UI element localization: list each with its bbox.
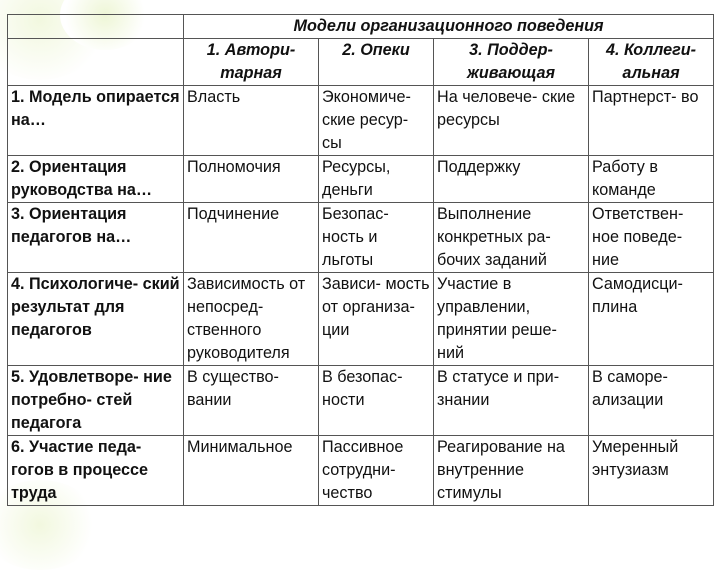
table-row <box>8 156 714 203</box>
row-criterion: 1. Модель опирается на… <box>8 86 184 156</box>
table-cell: Самодисци- плина <box>589 273 714 366</box>
table-cell: В существо- вании <box>184 366 319 436</box>
table-cell: Поддержку <box>434 156 589 203</box>
table-cell: Партнерст- во <box>589 86 714 156</box>
table-cell: Подчинение <box>184 203 319 273</box>
group-header-row <box>8 15 714 39</box>
table-cell: Зависи- мость от организа- ции <box>319 273 434 366</box>
table-cell: В безопас- ности <box>319 366 434 436</box>
table-cell: Безопас- ность и льготы <box>319 203 434 273</box>
table-cell: Зависимость от непосред- ственного руководителя <box>184 273 319 366</box>
table-cell: Выполнение конкретных ра- бочих заданий <box>434 203 589 273</box>
table-cell: Экономиче- ские ресур- сы <box>319 86 434 156</box>
table-cell: Работу в команде <box>589 156 714 203</box>
table-row <box>8 203 714 273</box>
corner-cell <box>8 15 184 39</box>
table-row <box>8 273 714 366</box>
table-cell: Участие в управлении, принятии реше- ний <box>434 273 589 366</box>
table-cell: Минимальное <box>184 436 319 506</box>
column-header-custodial: 2. Опеки <box>319 39 434 86</box>
column-header-row <box>8 39 714 86</box>
table-cell: Ответствен- ное поведе- ние <box>589 203 714 273</box>
row-criterion: 2. Ориентация руководства на… <box>8 156 184 203</box>
table-row <box>8 366 714 436</box>
table-cell: Ресурсы, деньги <box>319 156 434 203</box>
table-cell: В статусе и при- знании <box>434 366 589 436</box>
table-row <box>8 436 714 506</box>
table-cell: Полномочия <box>184 156 319 203</box>
column-header-authoritarian: 1. Автори- тарная <box>184 39 319 86</box>
table-cell: На человече- ские ресурсы <box>434 86 589 156</box>
table-cell: В саморе- ализации <box>589 366 714 436</box>
table-cell: Власть <box>184 86 319 156</box>
table-cell: Реагирование на внутренние стимулы <box>434 436 589 506</box>
row-criterion: 5. Удовлетворе- ние потребно- стей педагога <box>8 366 184 436</box>
row-criterion: 6. Участие педа- гогов в процессе труда <box>8 436 184 506</box>
column-header-supportive: 3. Поддер- живающая <box>434 39 589 86</box>
group-header: Модели организационного поведения <box>184 15 714 39</box>
row-criterion: 3. Ориентация педагогов на… <box>8 203 184 273</box>
corner-cell-lower <box>8 39 184 86</box>
column-header-collegial: 4. Коллеги- альная <box>589 39 714 86</box>
row-criterion: 4. Психологиче- ский результат для педагогов <box>8 273 184 366</box>
organizational-behavior-models-table <box>7 14 714 506</box>
table-cell: Умеренный энтузиазм <box>589 436 714 506</box>
table-row <box>8 86 714 156</box>
table-cell: Пассивное сотрудни- чество <box>319 436 434 506</box>
